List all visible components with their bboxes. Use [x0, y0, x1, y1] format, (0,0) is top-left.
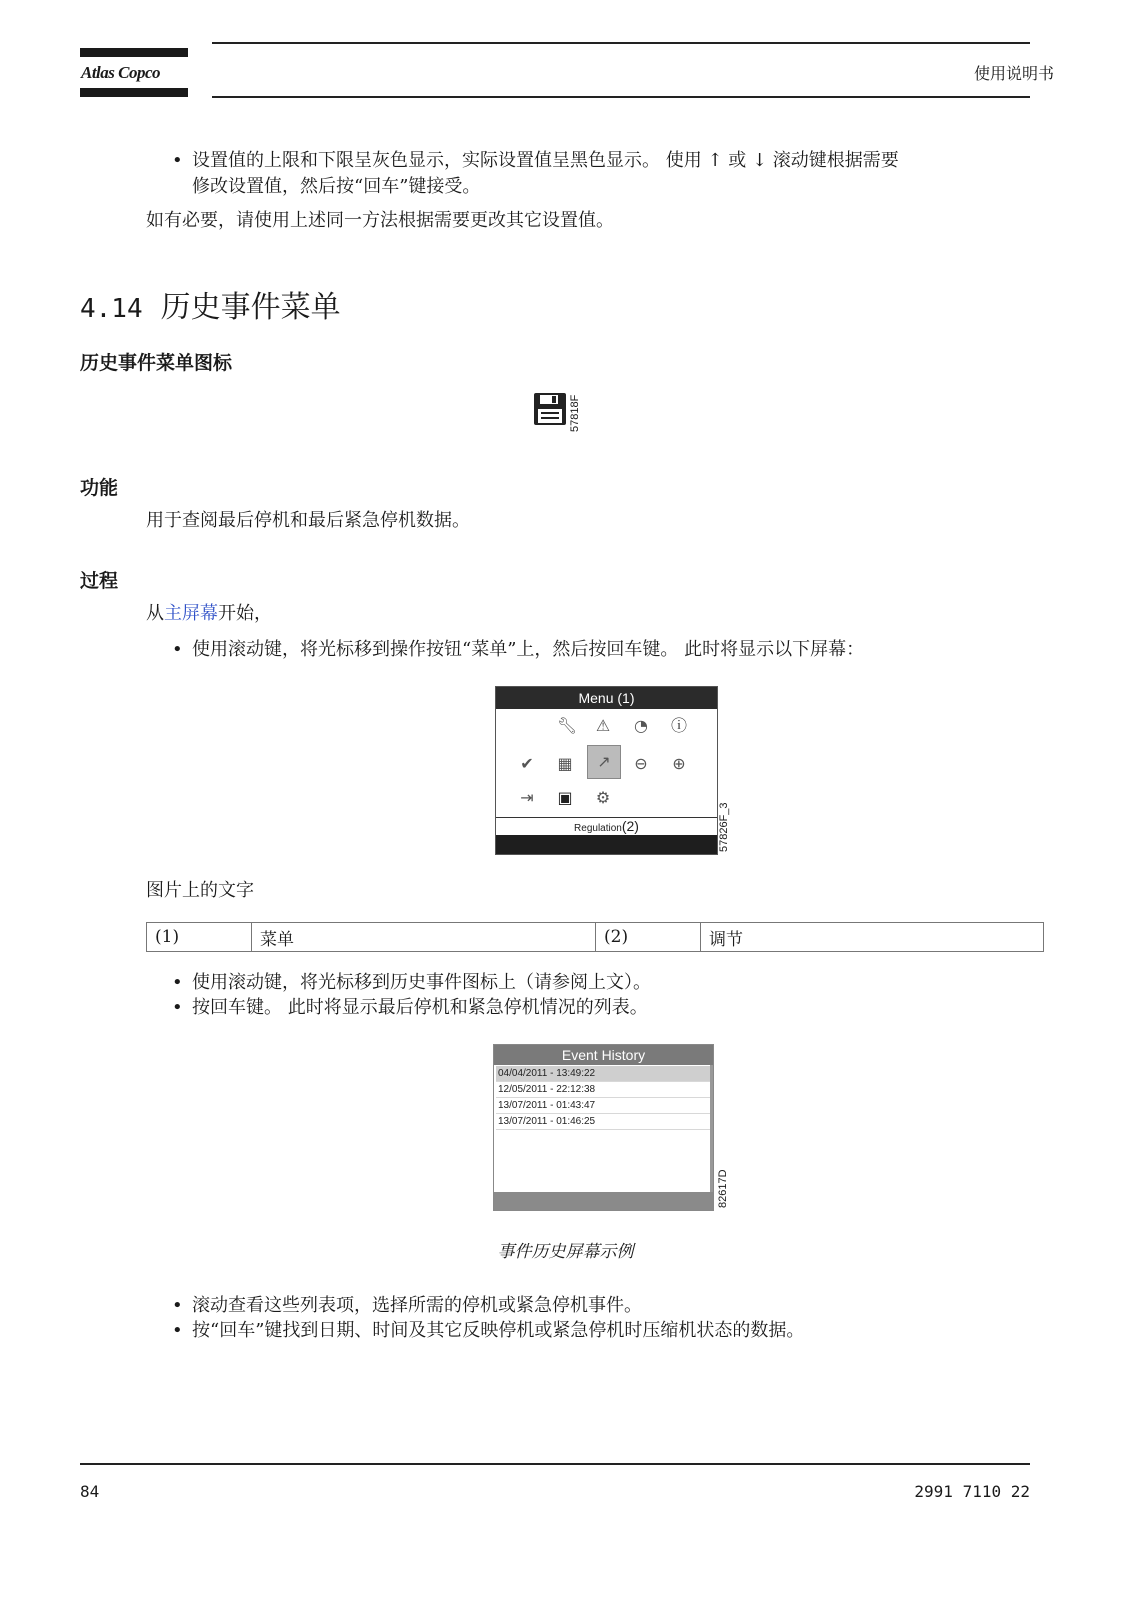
- procedure-start: [146, 601, 272, 627]
- menu-figure-code: 57826F_3: [718, 802, 730, 852]
- save-icon: ▣: [557, 788, 573, 807]
- function-text: 用于查阅最后停机和最后紧急停机数据。: [146, 510, 470, 531]
- io-icon: ▦: [557, 754, 573, 773]
- event-row: 12/05/2011 - 22:12:38: [496, 1082, 710, 1098]
- document-number: 2991 7110 22: [914, 1482, 1030, 1501]
- intro-bullet-line2: 修改设置值，然后按“回车”键接受。: [192, 176, 481, 197]
- after-menu-bullet-1: 使用滚动键，将光标移到历史事件图标上（请参阅上文）。: [192, 972, 651, 993]
- logo-wordmark: Atlas Copco: [81, 63, 161, 82]
- legend-heading: 图片上的文字: [146, 880, 254, 901]
- icon-heading: 历史事件菜单图标: [80, 352, 233, 374]
- trend-icon: ↗: [587, 745, 621, 779]
- intro-bullet-line1: 设置值的上限和下限呈灰色显示，实际设置值呈黑色显示。 使用 ↑ 或 ↓ 滚动键根据需要: [192, 150, 899, 171]
- service-icon: ✔: [520, 754, 534, 773]
- function-heading: 功能: [80, 477, 119, 499]
- event-history-bottom-bar: [494, 1192, 713, 1210]
- closing-bullet-2: 按“回车”键找到日期、时间及其它反映停机或紧急停机时压缩机状态的数据。: [192, 1320, 805, 1341]
- save-icon: [533, 392, 567, 426]
- legend-label-1: 菜单: [252, 923, 596, 952]
- export-icon: ⇥: [520, 788, 534, 807]
- legend-table: [146, 922, 1044, 952]
- start-icon: ⊕: [672, 754, 686, 773]
- event-figure-code: 82617D: [717, 1169, 729, 1208]
- procedure-start-prefix: 从: [146, 603, 164, 624]
- menu-screen-footer-ref: (2): [621, 818, 639, 834]
- event-row: 13/07/2011 - 01:43:47: [496, 1098, 710, 1114]
- main-screen-link[interactable]: 主屏幕: [164, 603, 218, 624]
- legend-ref-2: (2): [596, 923, 701, 952]
- menu-screen-figure: [495, 686, 718, 855]
- menu-screen-bottom-bar: [496, 835, 717, 854]
- atlas-copco-logo: [80, 48, 188, 100]
- warning-icon: ⚠: [595, 716, 611, 735]
- section-number: 4.14: [80, 294, 143, 324]
- event-history-figure: [493, 1044, 714, 1211]
- legend-label-2: 调节: [701, 923, 1044, 952]
- footer-rule: [80, 1463, 1030, 1465]
- closing-bullet-1: 滚动查看这些列表项，选择所需的停机或紧急停机事件。: [192, 1295, 642, 1316]
- timer-icon: ◔: [634, 716, 648, 735]
- intro-paragraph: 如有必要，请使用上述同一方法根据需要更改其它设置值。: [146, 210, 614, 231]
- procedure-bullet-text: 使用滚动键，将光标移到操作按钮“菜单”上，然后按回车键。 此时将显示以下屏幕：: [192, 639, 865, 660]
- stop-icon: ⊖: [634, 754, 648, 773]
- procedure-heading: 过程: [80, 570, 119, 592]
- header-top-rule: [212, 42, 1030, 44]
- table-row: [147, 923, 1044, 952]
- section-heading: [80, 282, 341, 326]
- menu-screen-title: Menu (1): [496, 687, 717, 709]
- wrench-icon: 🔧︎: [556, 716, 578, 735]
- after-menu-bullet-2: 按回车键。 此时将显示最后停机和紧急停机情况的列表。: [192, 997, 648, 1018]
- icon-figure-code: 57818F: [569, 394, 581, 432]
- settings-icon: ⚙: [595, 788, 611, 807]
- event-history-title: Event History: [494, 1045, 713, 1065]
- section-title: 历史事件菜单: [160, 290, 341, 325]
- event-history-scrollbar: [710, 1065, 713, 1192]
- event-row: 13/07/2011 - 01:46:25: [496, 1114, 710, 1130]
- legend-ref-1: (1): [147, 923, 252, 952]
- page-number: 84: [80, 1482, 100, 1501]
- menu-screen-footer-label: Regulation: [574, 823, 622, 834]
- procedure-start-suffix: 开始，: [218, 603, 272, 624]
- manual-title: 使用说明书: [973, 64, 1054, 83]
- header-bottom-rule: [212, 96, 1030, 98]
- history-menu-icon: [533, 392, 567, 426]
- event-figure-caption: 事件历史屏幕示例: [497, 1242, 634, 1262]
- event-row: 04/04/2011 - 13:49:22: [496, 1066, 710, 1082]
- info-icon: ⓘ: [670, 716, 687, 735]
- menu-screen-footer: [496, 818, 717, 834]
